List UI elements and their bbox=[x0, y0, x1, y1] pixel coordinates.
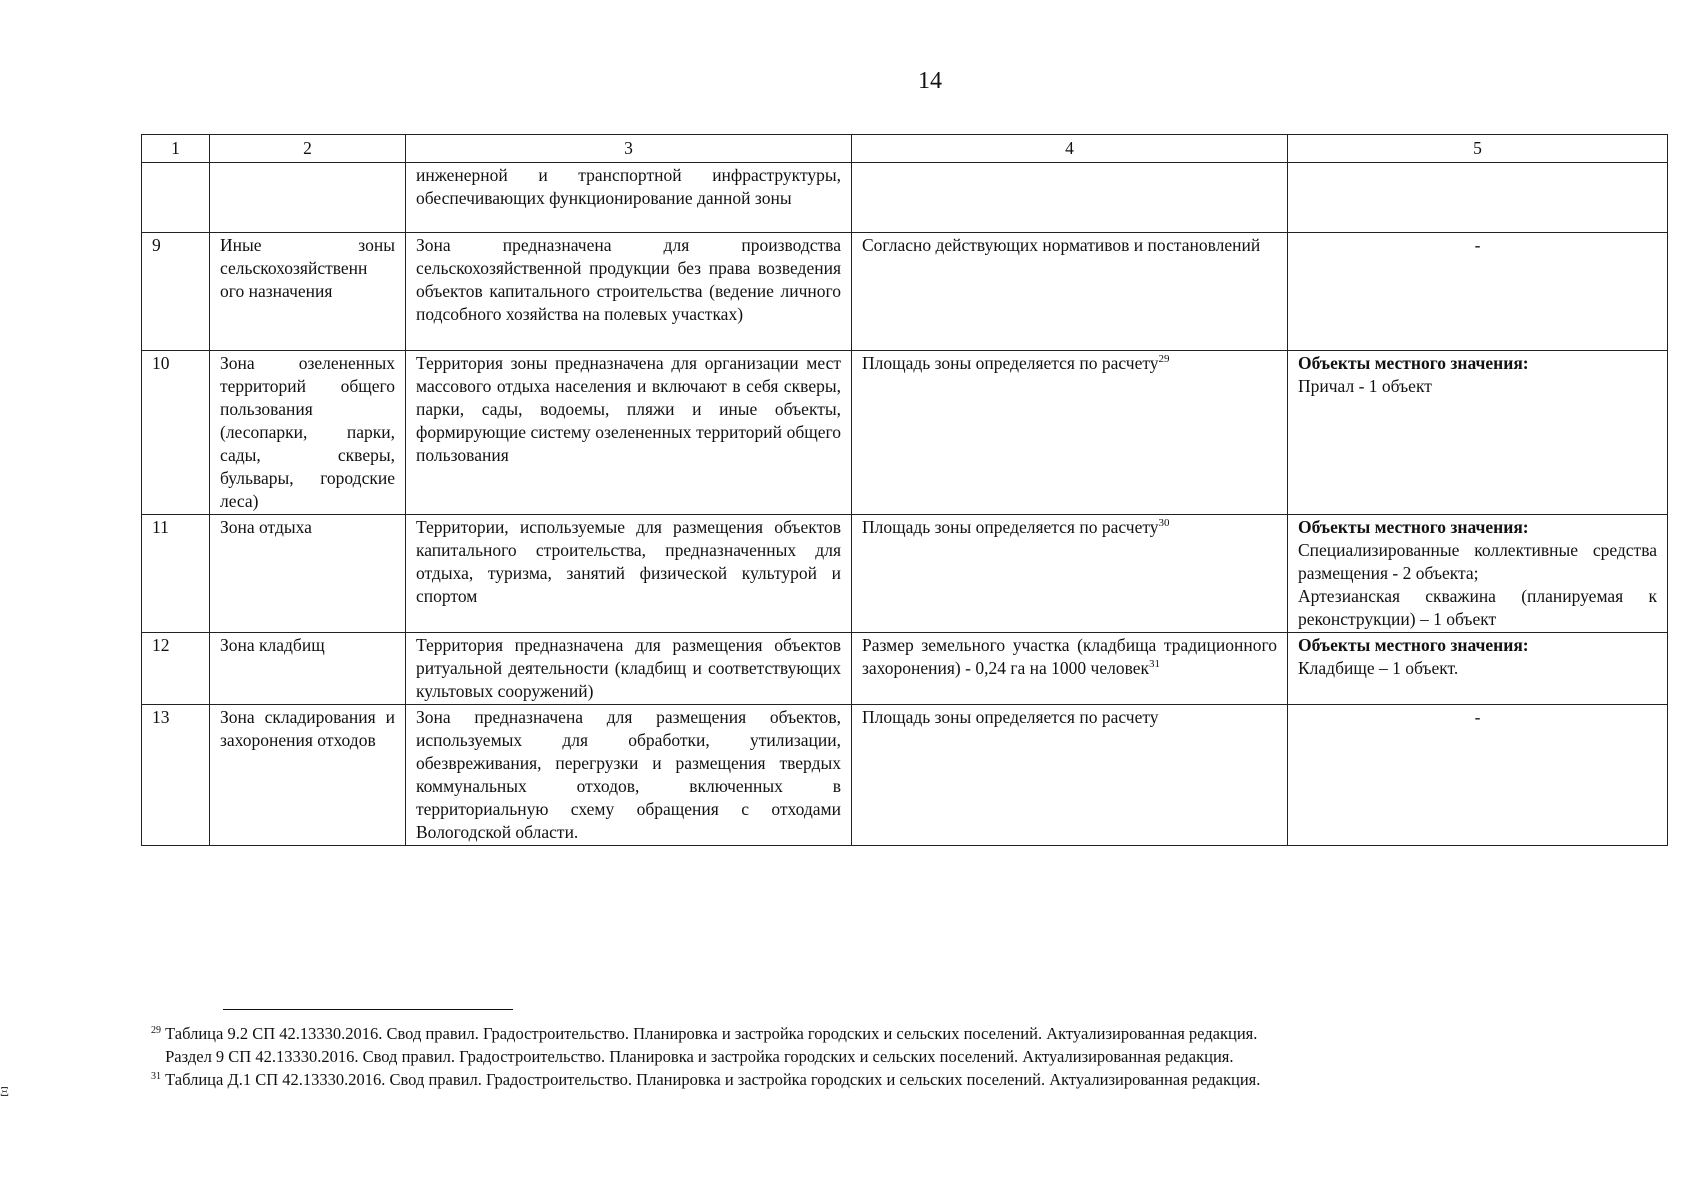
zone-name: Иные зоны сельскохозяйственн ого назначения bbox=[220, 235, 395, 301]
table-row bbox=[142, 351, 1668, 515]
table-header-row bbox=[142, 135, 1668, 163]
cell-num bbox=[142, 633, 210, 705]
cell-num bbox=[142, 163, 210, 233]
cell-zone bbox=[210, 163, 406, 233]
table-row-continuation bbox=[142, 163, 1668, 233]
footnote-ref: 30 bbox=[1158, 517, 1170, 530]
column-header-3: 3 bbox=[406, 135, 852, 163]
cell-description: инженерной и транспортной инфраструктуры, обеспечивающих функционирование данной зоны bbox=[406, 163, 852, 233]
table-row bbox=[142, 515, 1668, 633]
cell-objects bbox=[1288, 233, 1668, 351]
footnote-text: Раздел 9 СП 42.13330.2016. Свод правил. Градостроительство. Планировка и застройка городских и сельских поселений. Актуализированная редакция. bbox=[165, 1047, 1234, 1066]
column-header-2: 2 bbox=[210, 135, 406, 163]
cell-zone bbox=[210, 233, 406, 351]
table-row bbox=[142, 633, 1668, 705]
row-number: 12 bbox=[152, 635, 170, 655]
zone-description: Территория предназначена для размещения объектов ритуальной деятельности (кладбищ и соответствующих культовых сооружений) bbox=[416, 635, 841, 701]
column-header-4: 4 bbox=[852, 135, 1288, 163]
zone-name: Зона отдыха bbox=[220, 517, 312, 537]
cell-description bbox=[406, 633, 852, 705]
zone-description: Территория зоны предназначена для организации мест массового отдыха населения и включают в себя скверы, парки, сады, водоемы, пляжи и иные объекты, формирующие систему озелененных территорий общего пользования bbox=[416, 353, 841, 465]
cell-parameters bbox=[852, 233, 1288, 351]
zone-name: Зона кладбищ bbox=[220, 635, 325, 655]
zone-name: Зона складирования и захоронения отходов bbox=[220, 707, 395, 750]
cell-objects bbox=[1288, 163, 1668, 233]
cell-zone bbox=[210, 633, 406, 705]
cell-description bbox=[406, 233, 852, 351]
cell-parameters bbox=[852, 705, 1288, 846]
cell-description bbox=[406, 515, 852, 633]
cell-num bbox=[142, 705, 210, 846]
zones-table bbox=[141, 134, 1668, 846]
objects-heading: Объекты местного значения: bbox=[1298, 353, 1529, 373]
footnote-text: Таблица Д.1 СП 42.13330.2016. Свод правил. Градостроительство. Планировка и застройка городских и сельских поселений. Актуализированная редакция. bbox=[165, 1070, 1261, 1089]
cell-objects bbox=[1288, 705, 1668, 846]
footnote-ref: 29 bbox=[1158, 353, 1170, 366]
cell-description bbox=[406, 705, 852, 846]
footnote-divider bbox=[223, 1009, 513, 1010]
cell-parameters bbox=[852, 163, 1288, 233]
object-item: Кладбище – 1 объект. bbox=[1298, 658, 1459, 678]
row-number: 9 bbox=[152, 235, 161, 255]
cell-num bbox=[142, 515, 210, 633]
object-item: Причал - 1 объект bbox=[1298, 376, 1432, 396]
objects-dash: - bbox=[1474, 707, 1481, 727]
cell-objects bbox=[1288, 351, 1668, 515]
footnote-ref: 31 bbox=[1149, 658, 1161, 671]
column-header-5: 5 bbox=[1288, 135, 1668, 163]
objects-dash: - bbox=[1474, 235, 1481, 255]
row-number: 11 bbox=[152, 517, 169, 537]
zone-description: Зона предназначена для производства сельскохозяйственной продукции без права возведения объектов капитального строительства (ведение личного подсобного хозяйства на полевых участках) bbox=[416, 235, 841, 324]
footnote-text: Таблица 9.2 СП 42.13330.2016. Свод правил. Градостроительство. Планировка и застройка городских и сельских поселений. Актуализированная редакция. bbox=[165, 1024, 1258, 1043]
cell-num bbox=[142, 233, 210, 351]
footnote: $^{31}$ Таблица Д.1 СП 42.13330.2016. Свод правил. Градостроительство. Планировка и застройка городских и сельских поселений. Актуализированная редакция. bbox=[151, 1070, 1261, 1089]
cell-parameters bbox=[852, 515, 1288, 633]
zone-parameters: Площадь зоны определяется по расчету bbox=[862, 353, 1159, 373]
zone-description: Территории, используемые для размещения объектов капитального строительства, предназначенных для отдыха, туризма, занятий физической культурой и спортом bbox=[416, 517, 841, 606]
object-item: Артезианская скважина (планируемая к реконструкции) – 1 объект bbox=[1298, 586, 1657, 629]
objects-heading: Объекты местного значения: bbox=[1298, 635, 1529, 655]
table-row bbox=[142, 233, 1668, 351]
footnote: $^{29}$ Таблица 9.2 СП 42.13330.2016. Свод правил. Градостроительство. Планировка и застройка городских и сельских поселений. Актуализированная редакция. bbox=[151, 1024, 1258, 1043]
cell-zone bbox=[210, 705, 406, 846]
cell-parameters bbox=[852, 351, 1288, 515]
zone-parameters: Площадь зоны определяется по расчету bbox=[862, 707, 1159, 727]
margin-mark: Ξ bbox=[0, 1085, 10, 1100]
table-row bbox=[142, 705, 1668, 846]
object-item: Специализированные коллективные средства размещения - 2 объекта; bbox=[1298, 540, 1657, 583]
zone-parameters: Согласно действующих нормативов и постановлений bbox=[862, 235, 1261, 255]
row-number: 10 bbox=[152, 353, 170, 373]
cell-num bbox=[142, 351, 210, 515]
footnotes bbox=[151, 1022, 1651, 1091]
cell-description bbox=[406, 351, 852, 515]
cell-parameters bbox=[852, 633, 1288, 705]
page-number: 14 bbox=[918, 68, 942, 94]
zone-description: Зона предназначена для размещения объектов, используемых для обработки, утилизации, обезвреживания, перегрузки и размещения твердых коммунальных отходов, включенных в территориальную схему обращения с отходами Вологодской области. bbox=[416, 707, 841, 842]
objects-heading: Объекты местного значения: bbox=[1298, 517, 1529, 537]
zone-parameters: Площадь зоны определяется по расчету bbox=[862, 517, 1159, 537]
footnote bbox=[151, 1045, 1651, 1068]
zone-parameters: Размер земельного участка (кладбища традиционного захоронения) - 0,24 га на 1000 человек bbox=[862, 635, 1277, 678]
zone-name: Зона озелененных территорий общего пользования (лесопарки, парки, сады, скверы, бульвары, городские леса) bbox=[220, 353, 395, 511]
cell-objects bbox=[1288, 515, 1668, 633]
cell-zone bbox=[210, 351, 406, 515]
column-header-1: 1 bbox=[142, 135, 210, 163]
row-number: 13 bbox=[152, 707, 170, 727]
cell-objects bbox=[1288, 633, 1668, 705]
cell-zone bbox=[210, 515, 406, 633]
